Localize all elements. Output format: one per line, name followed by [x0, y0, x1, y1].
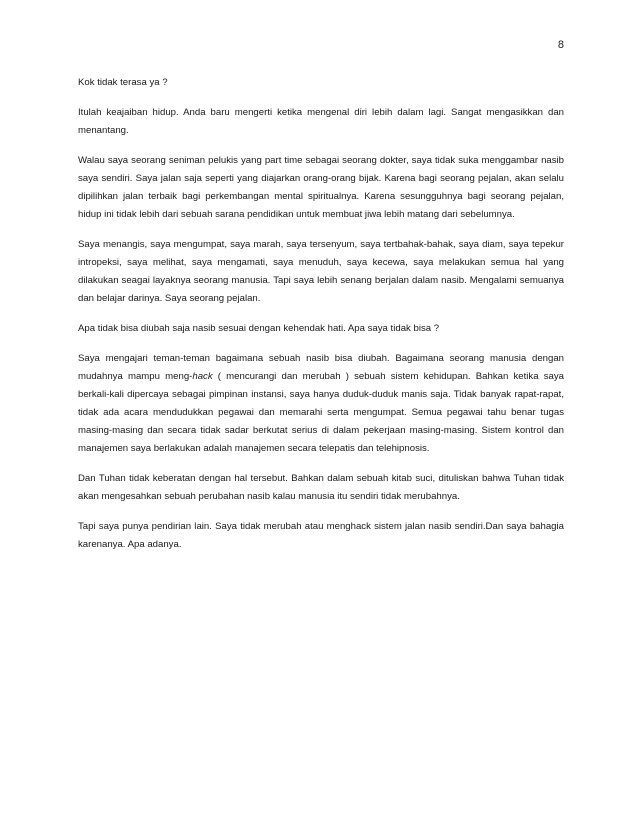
paragraph-6-part-2: ( mencurangi dan merubah ) sebuah sistem kehidupan. Bahkan ketika saya berkali-kali dipercaya sebagai pimpinan instansi, saya hanya duduk-duduk manis saja. Tidak banyak rapat-rapat, tidak ada acara mendudukkan pegawai dan memarahi serta mengumpat. Semua pegawai tahu benar tugas masing-masing dan secara tidak sadar berkutat serius di dalam pekerjaan masing-masing. Sistem kontrol dan manajemen saya berlakukan adalah manajemen secara telepatis dan telehipnosis.: [78, 371, 564, 454]
paragraph-6: [78, 350, 564, 458]
paragraph-1: Kok tidak terasa ya ?: [78, 77, 168, 88]
paragraph-3: Walau saya seorang seniman pelukis yang part time sebagai seorang dokter, saya tidak suka menggambar nasib saya sendiri. Saya jalan saja seperti yang diajarkan orang-orang bijak. Karena bagi seorang pejalan, akan selalu dipilihkan jalan terbaik bagi perkembangan mental spiritualnya. Karena sesungguhnya bagi seorang pejalan, hidup ini tidak lebih dari sebuah sarana pendidikan untuk membuat jiwa lebih matang dari sebelumnya.: [78, 155, 564, 220]
page-number: 8: [557, 39, 564, 51]
document-body: [78, 74, 564, 566]
paragraph-8: Tapi saya punya pendirian lain. Saya tidak merubah atau menghack sistem jalan nasib sendiri.Dan saya bahagia karenanya. Apa adanya.: [78, 521, 564, 550]
paragraph-6-italic-hack: hack: [192, 371, 213, 382]
paragraph-7: Dan Tuhan tidak keberatan dengan hal tersebut. Bahkan dalam sebuah kitab suci, dituliskan bahwa Tuhan tidak akan mengesahkan sebuah perubahan nasib kalau manusia itu sendiri tidak merubahnya.: [78, 473, 564, 502]
paragraph-5: Apa tidak bisa diubah saja nasib sesuai dengan kehendak hati. Apa saya tidak bisa ?: [78, 323, 440, 334]
paragraph-6-part-1: Saya mengajari teman-teman bagaimana sebuah nasib bisa diubah. Bagaimana seorang manusia dengan mudahnya mampu meng-: [78, 353, 564, 382]
paragraph-2: Itulah keajaiban hidup. Anda baru mengerti ketika mengenal diri lebih dalam lagi. Sangat mengasikkan dan menantang.: [78, 107, 564, 136]
paragraph-4: Saya menangis, saya mengumpat, saya marah, saya tersenyum, saya tertbahak-bahak, saya diam, saya tepekur intropeksi, saya melihat, saya mengamati, saya menuduh, saya kecewa, saya melakukan semua hal yang dilakukan seagai layaknya seorang manusia. Tapi saya lebih senang berjalan dalam nasib. Mengalami semuanya dan belajar darinya. Saya seorang pejalan.: [78, 239, 564, 304]
